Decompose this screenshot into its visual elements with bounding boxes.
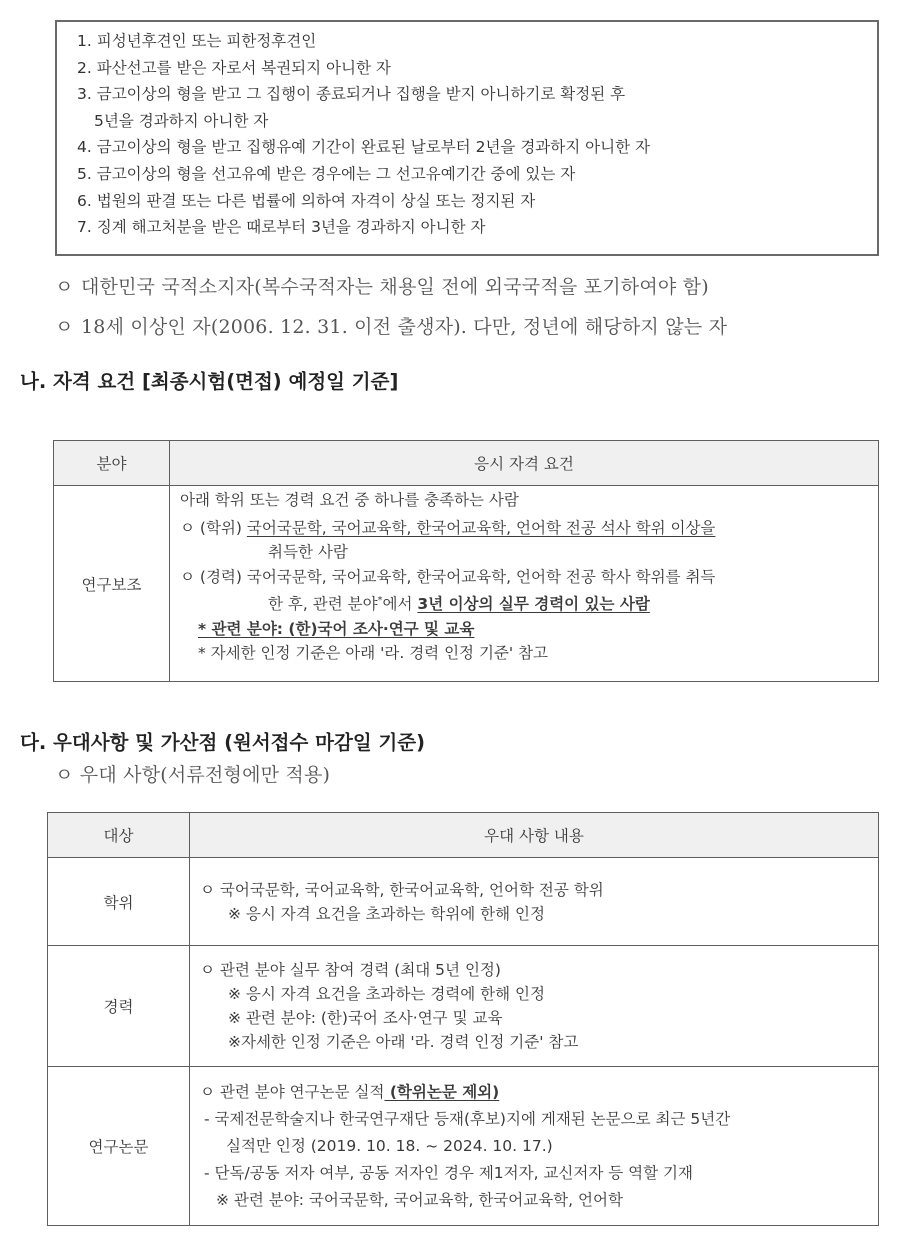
requirements-cell — [170, 486, 879, 682]
career-requirement-emphasis: 3년 이상의 실무 경력이 있는 사람 — [417, 595, 650, 614]
disqualification-list-box — [55, 20, 879, 256]
career-cont-text: 한 후, 관련 분야 — [268, 595, 378, 614]
target-career: 경력 — [48, 946, 190, 1067]
paper-preference-period: 실적만 인정 (2019. 10. 18. ~ 2024. 10. 17.) — [226, 1136, 553, 1155]
paper-preference-line — [200, 1079, 872, 1106]
note-related-field — [180, 617, 872, 642]
bullet-circle-icon: ㅇ — [55, 316, 74, 338]
career-requirement-text: 국어국문학, 국어교육학, 한국어교육학, 언어학 전공 학사 학위를 취득 — [246, 567, 716, 586]
career-requirement-cont — [180, 589, 872, 617]
age-text: 18세 이상인 자(2006. 12. 31. 이전 출생자). 다만, 정년에 해당하지 않는 자 — [81, 316, 728, 338]
section-qualification-heading: 나. 자격 요건 [최종시험(면접) 예정일 기준] — [20, 370, 399, 393]
paper-preference-detail: - 국제전문학술지나 한국연구재단 등재(후보)지에 게재된 논문으로 최근 5년간 — [204, 1109, 731, 1128]
degree-preference-note: ※ 응시 자격 요건을 초과하는 학위에 한해 인정 — [228, 904, 545, 923]
degree-preference-cell — [190, 858, 879, 946]
career-preference-note: ※ 응시 자격 요건을 초과하는 경력에 한해 인정 — [228, 985, 545, 1003]
target-research-paper: 연구논문 — [48, 1067, 190, 1226]
career-requirement — [180, 565, 872, 590]
bullet-circle-icon: ㅇ — [55, 276, 74, 298]
footnote-star-icon: * — [377, 595, 383, 606]
paper-exclusion-text: (학위논문 제외) — [384, 1082, 500, 1101]
disqualification-item: 4. 금고이상의 형을 받고 집행유예 기간이 완료된 날로부터 2년을 경과하지 아니한 자 — [77, 138, 650, 157]
career-preference-note: ※자세한 인정 기준은 아래 '라. 경력 인정 기준' 참고 — [228, 1033, 579, 1051]
degree-requirement-text: 국어국문학, 국어교육학, 한국어교육학, 언어학 전공 석사 학위 이상을 — [246, 518, 716, 537]
degree-preference-line: ㅇ 국어국문학, 국어교육학, 한국어교육학, 언어학 전공 학위 — [200, 880, 604, 899]
disqualification-item: 2. 파산선고를 받은 자로서 복권되지 아니한 자 — [77, 58, 391, 77]
degree-requirement-cont: 취득한 사람 — [268, 543, 348, 561]
header-field: 분야 — [54, 441, 170, 486]
disqualification-item: 1. 피성년후견인 또는 피한정후견인 — [77, 32, 317, 50]
disqualification-item: 5. 금고이상의 형을 선고유예 받은 경우에는 그 선고유예기간 중에 있는 자 — [77, 164, 576, 183]
career-preference-line: ㅇ 관련 분야 실무 참여 경력 (최대 5년 인정) — [200, 961, 501, 979]
header-preference-content: 우대 사항 내용 — [190, 813, 879, 858]
paper-preference-cell — [190, 1067, 879, 1226]
disqualification-item-continuation: 5년을 경과하지 아니한 자 — [94, 111, 269, 130]
degree-label: ㅇ (학위) — [180, 518, 247, 537]
career-preference-note: ※ 관련 분야: (한)국어 조사·연구 및 교육 — [228, 1009, 503, 1027]
career-preference-cell — [190, 946, 879, 1067]
degree-requirement — [180, 516, 872, 541]
paper-preference-detail: - 단독/공동 저자 여부, 공동 저자인 경우 제1저자, 교신저자 등 역할 기재 — [204, 1163, 694, 1182]
nationality-text: 대한민국 국적소지자(복수국적자는 채용일 전에 외국국적을 포기하여야 함) — [81, 276, 709, 298]
age-bullet — [55, 312, 727, 339]
target-degree: 학위 — [48, 858, 190, 946]
requirements-intro: 아래 학위 또는 경력 요건 중 하나를 충족하는 사람 — [180, 491, 519, 509]
career-label: ㅇ (경력) — [180, 567, 247, 586]
paper-preference-note: ※ 관련 분야: 국어국문학, 국어교육학, 한국어교육학, 언어학 — [216, 1190, 623, 1209]
preference-sub-bullet: ㅇ 우대 사항(서류전형에만 적용) — [55, 764, 331, 786]
field-research-assistant: 연구보조 — [54, 486, 170, 682]
qualification-table — [53, 440, 879, 682]
disqualification-item: 3. 금고이상의 형을 받고 그 집행이 종료되거나 집행을 받지 아니하기로 확정된 후 — [77, 85, 626, 104]
section-preference-heading: 다. 우대사항 및 가산점 (원서접수 마감일 기준) — [20, 731, 426, 754]
header-target: 대상 — [48, 813, 190, 858]
career-cont-text-2: 에서 — [382, 595, 418, 614]
note-criteria-reference: * 자세한 인정 기준은 아래 '라. 경력 인정 기준' 참고 — [198, 644, 549, 663]
paper-preference-text: ㅇ 관련 분야 연구논문 실적 — [200, 1082, 385, 1101]
preference-table — [47, 812, 879, 1226]
nationality-bullet — [55, 272, 709, 299]
header-requirements: 응시 자격 요건 — [170, 441, 879, 486]
disqualification-item: 6. 법원의 판결 또는 다른 법률에 의하여 자격이 상실 또는 정지된 자 — [77, 191, 536, 210]
note-related-field-text: * 관련 분야: (한)국어 조사·연구 및 교육 — [198, 619, 475, 638]
disqualification-item: 7. 징계 해고처분을 받은 때로부터 3년을 경과하지 아니한 자 — [77, 218, 486, 237]
